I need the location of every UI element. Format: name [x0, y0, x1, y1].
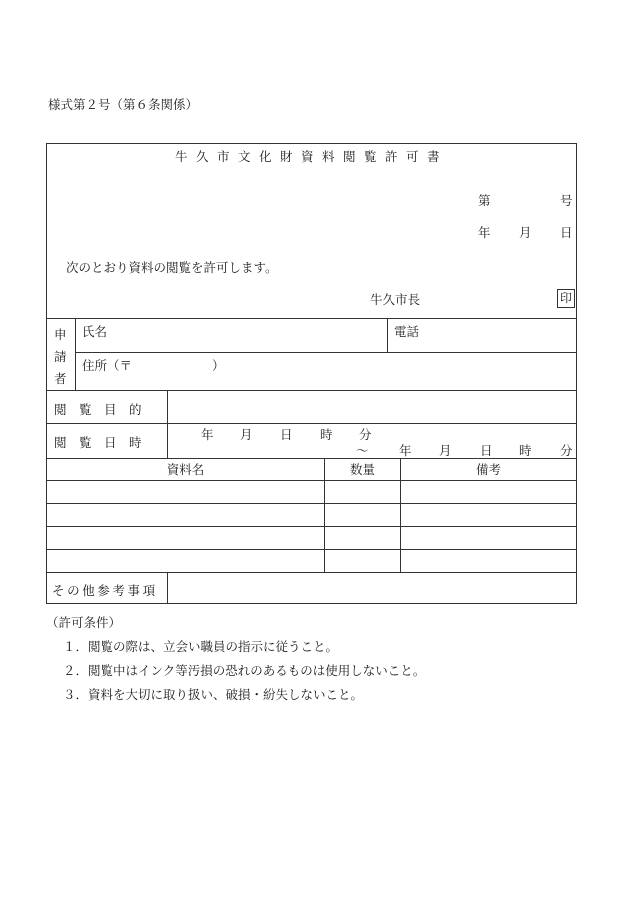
range-separator: 〜: [356, 443, 369, 458]
other-notes-label: その他参考事項: [52, 583, 158, 598]
purpose-label: 閲 覧 目 的: [54, 402, 142, 417]
start-month: 月: [240, 427, 253, 442]
address-close: ）: [212, 358, 225, 373]
condition-item: ２．閲覧中はインク等汚損の恐れのあるものは使用しないこと。: [63, 663, 426, 678]
date-year: 年: [478, 225, 491, 240]
header-quantity: 数量: [349, 462, 375, 477]
intro-text: 次のとおり資料の閲覧を許可します。: [66, 260, 278, 275]
start-day: 日: [280, 427, 293, 442]
end-day: 日: [480, 443, 493, 458]
applicant-label-3: 者: [54, 371, 67, 386]
start-minute: 分: [359, 427, 372, 442]
condition-item: １．閲覧の際は、立会い職員の指示に従うこと。: [63, 639, 339, 654]
start-hour: 時: [320, 427, 333, 442]
date-month: 月: [519, 225, 532, 240]
start-year: 年: [201, 427, 214, 442]
seal-mark: 印: [557, 289, 575, 308]
applicant-label-2: 請: [54, 349, 67, 364]
applicant-label-1: 申: [54, 327, 67, 342]
end-month: 月: [439, 443, 452, 458]
form-number: 様式第２号（第６条関係）: [48, 97, 199, 112]
address-label: 住所（〒: [82, 358, 133, 373]
datetime-label: 閲 覧 日 時: [54, 435, 142, 450]
name-label: 氏名: [82, 324, 108, 339]
condition-item: ３．資料を大切に取り扱い、破損・紛失しないこと。: [63, 687, 364, 702]
phone-label: 電話: [394, 324, 420, 339]
date-day: 日: [560, 225, 573, 240]
header-material-name: 資料名: [166, 462, 205, 477]
end-minute: 分: [560, 443, 573, 458]
number-go: 号: [560, 193, 573, 208]
number-dai: 第: [478, 193, 491, 208]
conditions-heading: （許可条件）: [46, 615, 122, 630]
form-title: 牛久市文化財資料閲覧許可書: [174, 149, 448, 164]
header-remarks: 備考: [475, 462, 501, 477]
end-hour: 時: [519, 443, 532, 458]
mayor-label: 牛久市長: [370, 292, 421, 307]
end-year: 年: [399, 443, 412, 458]
